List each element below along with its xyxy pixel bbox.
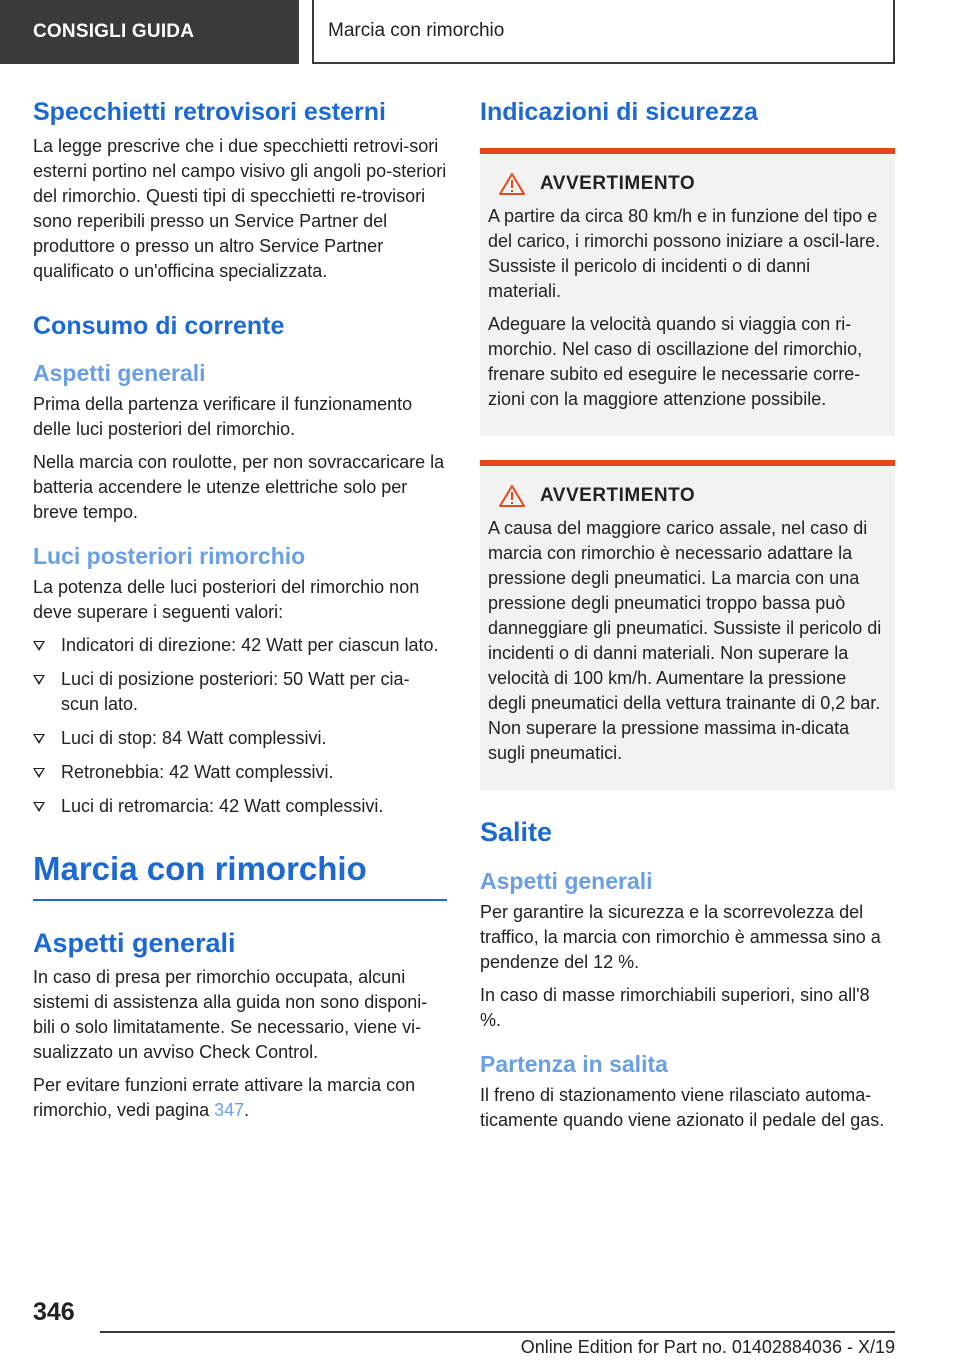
bullet-triangle-icon (33, 734, 45, 744)
lights-heading: Luci posteriori rimorchio (33, 543, 306, 569)
hill-start-paragraph: Il freno di stazionamento viene rilasciato automa-ticamente quando viene azionato il pedale del gas. (480, 1085, 885, 1130)
hill-start-heading: Partenza in salita (480, 1051, 668, 1077)
lights-intro: La potenza delle luci posteriori del rimorchio non deve superare i seguenti valori: (33, 577, 420, 622)
main-general-paragraph-1: In caso di presa per rimorchio occupata, alcuni sistemi di assistenza alla guida non sono disponi-bili o solo limitatamente. Se necessario, viene vi-sualizzato un avviso Check Control. (33, 967, 428, 1062)
slopes-heading: Salite (480, 817, 553, 847)
bullet-triangle-icon (33, 641, 45, 651)
slopes-paragraph-2: In caso di masse rimorchiabili superiori, sino all'8 %. (480, 985, 870, 1030)
mirrors-paragraph: La legge prescrive che i due specchietti retrovi-sori esterni portino nel campo visivo gli angoli po-steriori del rimorchio. Questi tipi di specchietti re-trovisori sono reperibili presso un Service Partner del produttore o presso un altro Service Partner qualificato o un'officina specializzata. (33, 136, 447, 281)
warning-label: AVVERTIMENTO (540, 173, 696, 194)
page-number: 346 (33, 1298, 75, 1326)
left-column (33, 96, 447, 1131)
power-general-paragraph-2: Nella marcia con roulotte, per non sovraccaricare la batteria accendere le utenze elettriche solo per breve tempo. (33, 452, 445, 522)
warning-box (480, 148, 895, 436)
warning-triangle-icon (498, 172, 526, 196)
bullet-triangle-icon (33, 675, 45, 685)
warning-paragraph-1: A partire da circa 80 km/h e in funzione del tipo e del carico, i rimorchi possono iniziare a oscil-lare. Sussiste il pericolo di incidenti o di danni materiali. (488, 206, 881, 301)
bullet-triangle-icon (33, 802, 45, 812)
list-item: Retronebbia: 42 Watt complessivi. (33, 760, 447, 785)
page-header (0, 0, 960, 66)
warning-label: AVVERTIMENTO (540, 485, 696, 506)
main-general-paragraph-2: Per evitare funzioni errate attivare la marcia con rimorchio, vedi pagina 347. (33, 1075, 416, 1120)
warning-triangle-icon (498, 484, 526, 508)
list-item: Indicatori di direzione: 42 Watt per ciascun lato. (33, 633, 447, 658)
lights-list (33, 633, 447, 819)
page-reference-link[interactable]: 347 (214, 1100, 245, 1120)
chapter-title: Marcia con rimorchio (312, 0, 895, 64)
list-item: Luci di stop: 84 Watt complessivi. (33, 726, 447, 751)
power-general-paragraph-1: Prima della partenza verificare il funzionamento delle luci posteriori del rimorchio. (33, 394, 413, 439)
warning-box (480, 460, 895, 790)
right-column (480, 96, 895, 1141)
list-item: Luci di retromarcia: 42 Watt complessivi. (33, 794, 447, 819)
power-general-heading: Aspetti generali (33, 360, 206, 386)
footer-edition: Online Edition for Part no. 01402884036 - X/19 (520, 1337, 895, 1357)
bullet-triangle-icon (33, 768, 45, 778)
warning-paragraph-2: Adeguare la velocità quando si viaggia con ri-morchio. Nel caso di oscillazione del rimorchio, frenare subito ed eseguire le necessarie corre-zioni con la maggiore attenzione possibile. (488, 314, 863, 409)
mirrors-heading: Specchietti retrovisori esterni (33, 98, 386, 126)
safety-heading: Indicazioni di sicurezza (480, 98, 758, 126)
footer-divider (100, 1331, 895, 1333)
section-tab: CONSIGLI GUIDA (0, 0, 299, 64)
main-heading: Marcia con rimorchio (33, 847, 447, 901)
warning-paragraph-1: A causa del maggiore carico assale, nel caso di marcia con rimorchio è necessario adattare la pressione degli pneumatici. La marcia con una pressione degli pneumatici troppo bassa può danneggiare gli pneumatici. Sussiste il pericolo di incidenti o di danni materiali. Non superare la velocità di 100 km/h. Aumentare la pressione degli pneumatici della vettura trainante di 0,2 bar. Non superare la pressione massima in-dicata sugli pneumatici. (488, 518, 882, 763)
main-general-heading: Aspetti generali (33, 928, 236, 958)
list-item: Luci di posizione posteriori: 50 Watt per cia-scun lato. (33, 667, 447, 717)
slopes-paragraph-1: Per garantire la sicurezza e la scorrevolezza del traffico, la marcia con rimorchio è ammessa sino a pendenze del 12 %. (480, 902, 881, 972)
slopes-general-heading: Aspetti generali (480, 868, 653, 894)
power-heading: Consumo di corrente (33, 312, 285, 340)
